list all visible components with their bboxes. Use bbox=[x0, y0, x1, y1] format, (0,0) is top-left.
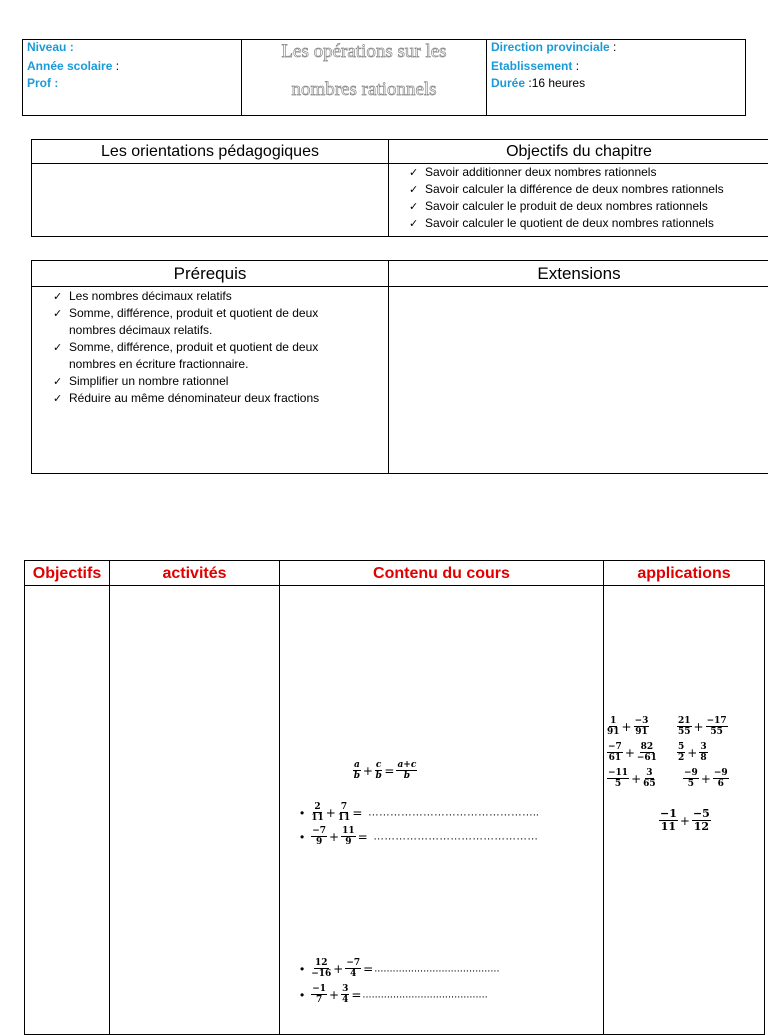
objectif-item: ✓ Savoir calculer la différence de deux nombres rationnels bbox=[409, 181, 768, 198]
prerequis-body-cell bbox=[31, 286, 389, 474]
fraction-num: 12 bbox=[314, 958, 328, 968]
exercise-3: • $\frac{12}{-16}$ + $\frac{-7}{4}$ =......................................... bbox=[300, 958, 500, 979]
fraction-num: 82 bbox=[640, 742, 654, 752]
direction-field: Direction provinciale : bbox=[491, 40, 617, 54]
application-4: $\frac{5}{2}$ + $\frac{3}{8}$ bbox=[678, 742, 707, 763]
fraction-den: 12 bbox=[693, 820, 710, 833]
objectifs-col-body bbox=[24, 585, 110, 1035]
fraction-num: 1 bbox=[610, 716, 617, 726]
direction-label: Direction provinciale bbox=[491, 40, 610, 54]
activites-col-title: activités bbox=[162, 565, 227, 582]
application-3: $\frac{-7}{61}$ + $\frac{82}{-61}$ bbox=[608, 742, 657, 763]
objectifs-chapitre-header: Objectifs du chapitre bbox=[506, 143, 652, 160]
fraction-num: −7 bbox=[608, 742, 622, 752]
fraction-den: 5 bbox=[614, 779, 622, 789]
fraction-den: 65 bbox=[643, 779, 656, 789]
orientations-header-cell bbox=[31, 139, 389, 164]
prerequis-list bbox=[53, 288, 353, 407]
fraction-den: 4 bbox=[350, 969, 357, 979]
fraction-num: 2 bbox=[314, 802, 321, 812]
fraction-num: −9 bbox=[684, 768, 698, 778]
applications-col-title: applications bbox=[637, 565, 731, 582]
orientations-header: Les orientations pédagogiques bbox=[101, 143, 319, 160]
fraction-den: 9 bbox=[315, 837, 323, 847]
fraction-den: 9 bbox=[345, 837, 352, 847]
extensions-header-cell bbox=[388, 260, 768, 287]
formula-num-a: a bbox=[354, 760, 360, 770]
formula-num-c: c bbox=[375, 760, 382, 770]
objectif-item: ✓ Savoir calculer le produit de deux nombres rationnels bbox=[409, 198, 768, 215]
exercise-2: • $\frac{-7}{9}$ + $\frac{11}{9}$ = ……………………………………… bbox=[300, 826, 539, 847]
activites-col-body bbox=[109, 585, 280, 1035]
objectifs-list bbox=[409, 164, 768, 232]
niveau-field: Niveau : bbox=[27, 40, 74, 54]
fraction-den: 5 bbox=[687, 779, 695, 789]
fraction-den: −16 bbox=[311, 969, 332, 979]
objectif-item: ✓ Savoir calculer le quotient de deux nombres rationnels bbox=[409, 215, 768, 232]
niveau-label: Niveau bbox=[27, 40, 67, 54]
answer-dots: ......................................... bbox=[374, 962, 500, 975]
fraction-den: 6 bbox=[717, 779, 724, 789]
activites-col-header bbox=[109, 560, 280, 586]
fraction-den: 8 bbox=[700, 753, 707, 763]
fraction-num: −7 bbox=[312, 826, 327, 836]
fraction-num: −3 bbox=[634, 716, 649, 726]
annee-label: Année scolaire bbox=[27, 59, 113, 73]
applications-col-header bbox=[603, 560, 765, 586]
answer-dots: ……………………………………… bbox=[373, 830, 539, 843]
fraction-num: 21 bbox=[678, 716, 691, 726]
fraction-num: −9 bbox=[713, 768, 728, 778]
fraction-den: 55 bbox=[678, 727, 691, 737]
objectifs-col-header bbox=[24, 560, 110, 586]
etablissement-field: Etablissement : bbox=[491, 59, 580, 73]
fraction-den: 91 bbox=[635, 727, 648, 737]
fraction-num: 3 bbox=[700, 742, 707, 752]
prof-field: Prof : bbox=[27, 76, 59, 90]
application-2: $\frac{21}{55}$ + $\frac{-17}{55}$ bbox=[678, 716, 727, 737]
fraction-num: 7 bbox=[340, 802, 348, 812]
prerequis-item: ✓ Somme, différence, produit et quotient de deux nombres en écriture fractionnaire. bbox=[53, 339, 353, 373]
exercise-4: • $\frac{-1}{7}$ + $\frac{3}{4}$ =......................................... bbox=[300, 984, 488, 1005]
fraction-den: 55 bbox=[710, 727, 723, 737]
extensions-body-cell bbox=[388, 286, 768, 474]
addition-formula: $\frac{a}{b}$ + $\frac{c}{b}$ = $\frac{a+c}{b}$ bbox=[353, 760, 417, 781]
prerequis-item: ✓ Simplifier un nombre rationnel bbox=[53, 373, 353, 390]
prerequis-item: ✓ Les nombres décimaux relatifs bbox=[53, 288, 353, 305]
objectifs-col-title: Objectifs bbox=[32, 565, 102, 582]
prerequis-header: Prérequis bbox=[173, 264, 247, 283]
application-5: $\frac{-11}{5}$ + $\frac{3}{65}$ bbox=[608, 768, 656, 789]
header-divider-2 bbox=[486, 39, 487, 116]
orientations-body-cell bbox=[31, 163, 389, 237]
fraction-den: 7 bbox=[315, 995, 323, 1005]
objectif-item: ✓ Savoir additionner deux nombres rationnels bbox=[409, 164, 768, 181]
chapter-title-line-1: Les opérations sur les bbox=[281, 41, 447, 62]
fraction-den: 91 bbox=[607, 727, 620, 737]
annee-field: Année scolaire : bbox=[27, 59, 120, 73]
application-6: $\frac{-9}{5}$ + $\frac{-9}{6}$ bbox=[684, 768, 728, 789]
formula-den-b: b bbox=[353, 771, 361, 781]
fraction-num: 3 bbox=[342, 984, 349, 994]
objectifs-body-cell bbox=[388, 163, 768, 237]
fraction-num: −1 bbox=[312, 984, 327, 994]
formula-sum-num: a+c bbox=[397, 760, 417, 770]
answer-dots: ……………………………………….. bbox=[367, 806, 539, 819]
application-1: $\frac{1}{91}$ + $\frac{-3}{91}$ bbox=[607, 716, 649, 737]
fraction-den: −61 bbox=[636, 753, 657, 763]
fraction-num: −11 bbox=[608, 768, 629, 778]
fraction-den: 61 bbox=[608, 753, 622, 763]
extensions-header: Extensions bbox=[537, 264, 621, 283]
fraction-num: −17 bbox=[706, 716, 727, 726]
duree-field: Durée :16 heures bbox=[491, 76, 586, 90]
fraction-num: −5 bbox=[692, 807, 710, 820]
formula-sum-den: b bbox=[403, 771, 411, 781]
prof-label: Prof bbox=[27, 76, 51, 90]
objectifs-header-cell bbox=[388, 139, 768, 164]
fraction-den: 4 bbox=[342, 995, 349, 1005]
fraction-num: 5 bbox=[678, 742, 685, 752]
fraction-num: 3 bbox=[646, 768, 653, 778]
prerequis-item: ✓ Réduire au même dénominateur deux fractions bbox=[53, 390, 353, 407]
exercise-1: • $\frac{2}{11}$ + $\frac{7}{11}$ = ……………………………………….. bbox=[300, 802, 539, 823]
duree-value: 16 heures bbox=[531, 76, 586, 90]
fraction-num: −1 bbox=[660, 807, 677, 820]
fraction-den: 11 bbox=[311, 813, 324, 823]
answer-dots: ......................................... bbox=[362, 988, 488, 1001]
fraction-num: −7 bbox=[346, 958, 361, 968]
fraction-den: 2 bbox=[678, 753, 685, 763]
fraction-num: 11 bbox=[342, 826, 355, 836]
duree-label: Durée bbox=[491, 76, 526, 90]
etablissement-label: Etablissement bbox=[491, 59, 573, 73]
formula-den-b: b bbox=[375, 771, 382, 781]
formula-equals: = bbox=[384, 763, 395, 778]
contenu-col-header bbox=[279, 560, 604, 586]
prerequis-item: ✓ Somme, différence, produit et quotient de deux nombres décimaux relatifs. bbox=[53, 305, 353, 339]
fraction-den: 11 bbox=[660, 820, 677, 833]
contenu-col-title: Contenu du cours bbox=[373, 565, 510, 582]
fraction-den: 11 bbox=[337, 813, 351, 823]
application-7: $\frac{-1}{11}$ + $\frac{-5}{12}$ bbox=[660, 807, 710, 833]
prerequis-header-cell bbox=[31, 260, 389, 287]
chapter-title-line-2: nombres rationnels bbox=[291, 79, 437, 100]
